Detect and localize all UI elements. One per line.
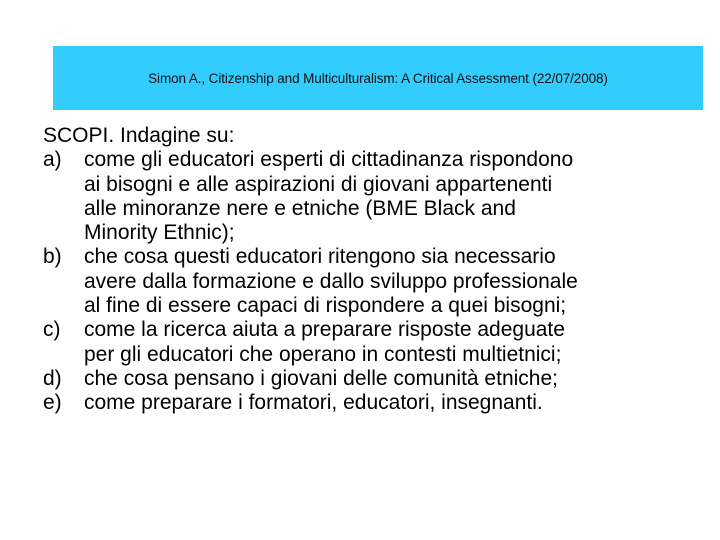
list-item [43,245,708,318]
content-heading: SCOPI. Indagine su: [43,124,235,147]
item-line: come la ricerca aiuta a preparare risposte adeguate [84,318,565,342]
item-marker: e) [43,391,62,415]
item-line: avere dalla formazione e dallo sviluppo professionale [84,269,578,293]
list-item [43,148,708,245]
objectives-list [43,148,708,415]
item-line: che cosa questi educatori ritengono sia necessario [84,245,556,269]
item-marker: c) [43,318,61,342]
item-line: ai bisogni e alle aspirazioni di giovani appartenenti [84,172,553,196]
item-line: per gli educatori che operano in contesti multietnici; [84,342,562,366]
item-line: come gli educatori esperti di cittadinanza rispondono [84,148,574,172]
header-banner [53,46,703,110]
list-item [43,367,708,391]
item-line: alle minoranze nere e etniche (BME Black and [84,196,516,220]
slide-content [43,124,708,416]
item-line: Minority Ethnic); [84,221,235,245]
list-item [43,318,708,367]
item-marker: b) [43,245,62,269]
list-item [43,391,708,415]
item-marker: d) [43,366,62,390]
item-line: che cosa pensano i giovani delle comunità etniche; [84,366,558,390]
item-line: al fine di essere capaci di rispondere a quei bisogni; [84,294,567,318]
item-marker: a) [43,148,62,172]
item-line: come preparare i formatori, educatori, insegnanti. [84,391,543,415]
citation-title: Simon A., Citizenship and Multiculturalism: A Critical Assessment (22/07/2008) [148,70,608,86]
